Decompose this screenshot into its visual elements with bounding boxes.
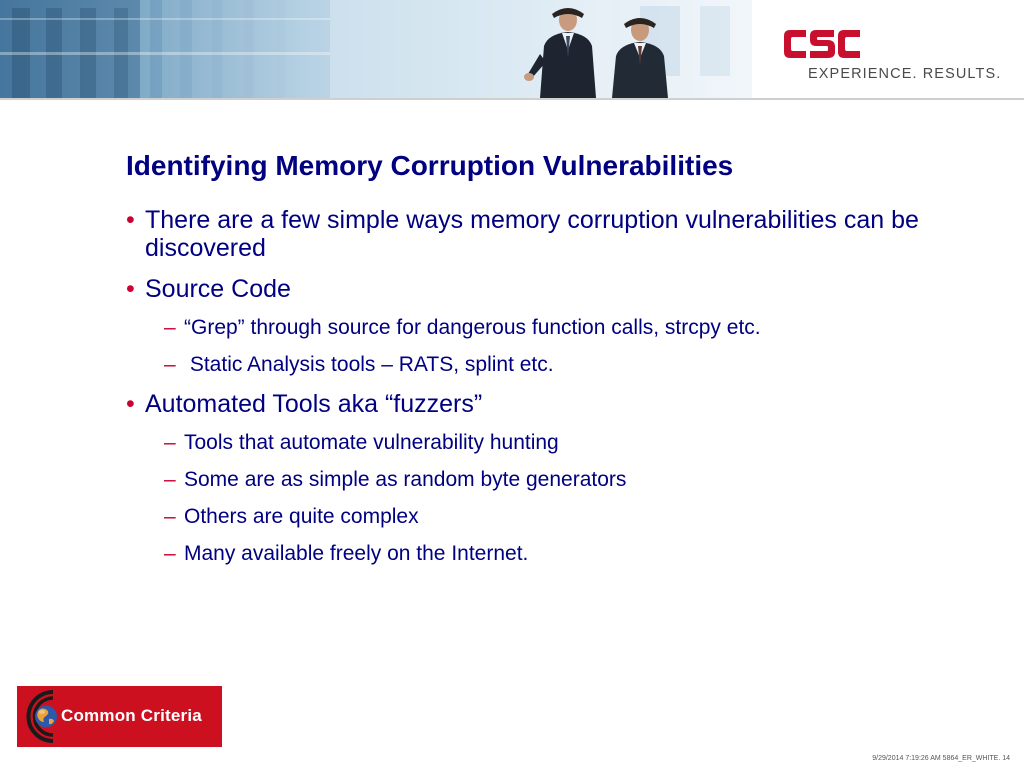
slide-title: Identifying Memory Corruption Vulnerabilities (126, 150, 734, 181)
bullet-item (126, 275, 926, 303)
bullet-marker: • (126, 390, 135, 418)
bullet-text: There are a few simple ways memory corruption vulnerabilities can be discovered (145, 206, 919, 262)
common-criteria-logo (17, 686, 222, 747)
sub-bullet-text: Some are as simple as random byte generators (184, 468, 627, 491)
bullet-marker: • (126, 206, 135, 234)
sub-bullet-text: Static Analysis tools – RATS, splint etc. (184, 353, 554, 376)
badge-label: Common Criteria (61, 706, 202, 725)
header-photo (0, 0, 752, 98)
bullet-marker: • (126, 275, 135, 303)
sub-bullet-text: Many available freely on the Internet. (184, 542, 529, 565)
sub-bullet-item (126, 505, 926, 529)
sub-bullet-marker: – (164, 353, 176, 376)
bullet-text: Automated Tools aka “fuzzers” (145, 390, 483, 418)
sub-bullet-text: “Grep” through source for dangerous function calls, strcpy etc. (184, 316, 761, 339)
bullet-list (126, 206, 926, 579)
tagline: EXPERIENCE. RESULTS. (808, 66, 1002, 82)
sub-bullet-text: Tools that automate vulnerability hunting (184, 431, 559, 454)
sub-bullet-marker: – (164, 505, 176, 528)
slide-footer: 9/29/2014 7:19:26 AM 5864_ER_WHITE. 14 (872, 755, 1010, 762)
sub-bullet-item (126, 316, 926, 340)
csc-logo (752, 0, 1024, 98)
bullet-text: Source Code (145, 275, 291, 303)
sub-bullet-marker: – (164, 431, 176, 454)
header-banner (0, 0, 1024, 98)
sub-bullet-item (126, 431, 926, 455)
csc-logo-mark (782, 24, 862, 64)
sub-bullet-marker: – (164, 316, 176, 339)
sub-bullet-item (126, 542, 926, 566)
sub-bullet-item (126, 353, 926, 377)
sub-bullet-item (126, 468, 926, 492)
sub-bullet-marker: – (164, 468, 176, 491)
bullet-item (126, 390, 926, 418)
header-divider (0, 98, 1024, 100)
bullet-item (126, 206, 926, 262)
sub-bullet-marker: – (164, 542, 176, 565)
sub-bullet-text: Others are quite complex (184, 505, 419, 528)
